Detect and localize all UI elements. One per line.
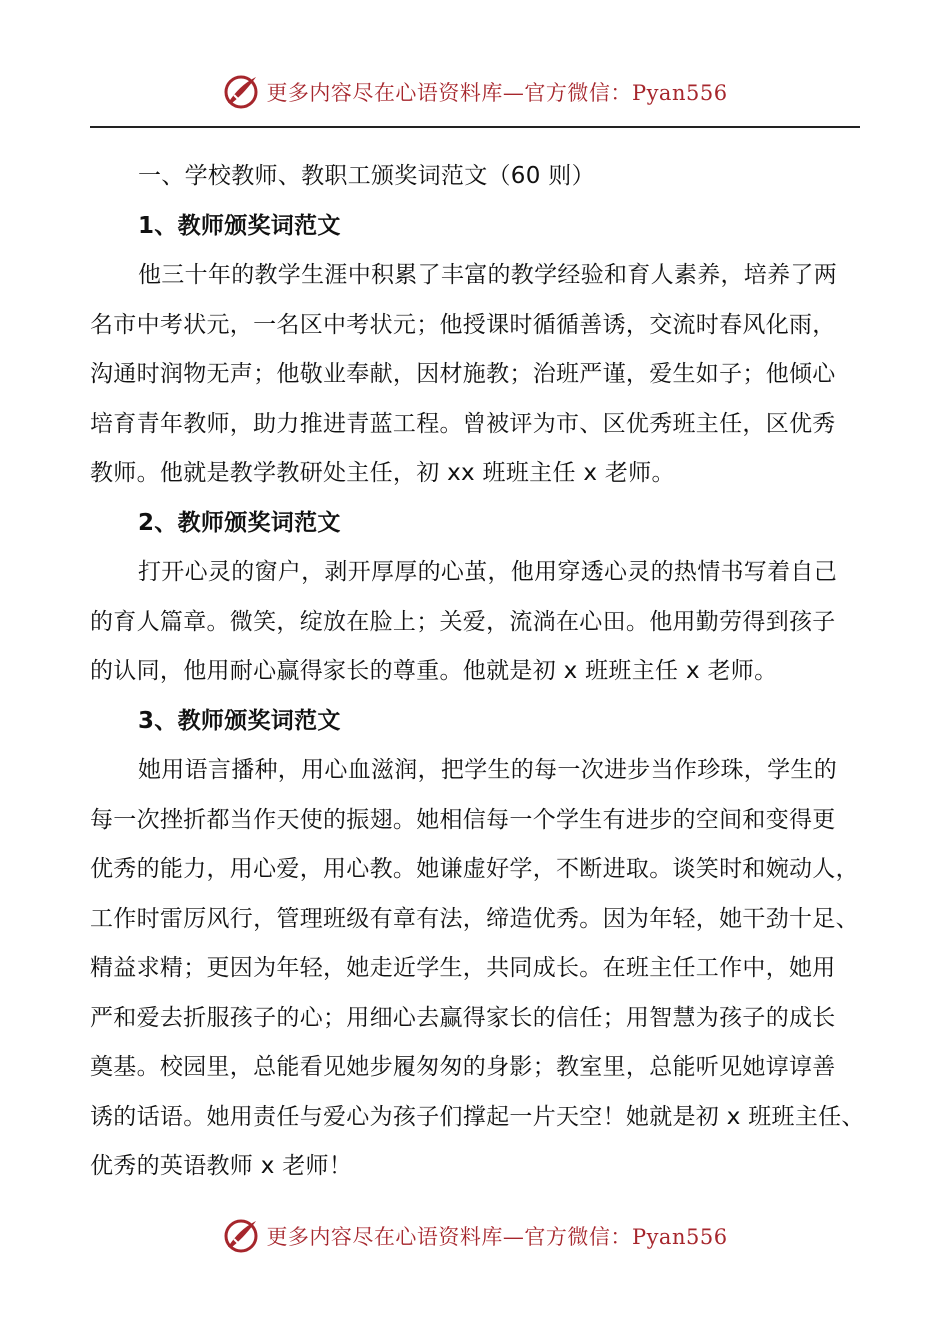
paragraph-line: 的育人篇章。微笑，绽放在脸上；关爱，流淌在心田。他用勤劳得到孩子 bbox=[90, 608, 836, 635]
paragraph-line: 培育青年教师，助力推进青蓝工程。曾被评为市、区优秀班主任，区优秀 bbox=[90, 410, 836, 437]
paragraph-line: 严和爱去折服孩子的心；用细心去赢得家长的信任；用智慧为孩子的成长 bbox=[90, 1004, 836, 1031]
document-body bbox=[90, 152, 865, 1192]
footer-banner bbox=[0, 1214, 950, 1258]
paragraph-line: 诱的话语。她用责任与爱心为孩子们撑起一片天空！她就是初 x 班班主任、 bbox=[90, 1103, 865, 1130]
header-banner bbox=[0, 70, 950, 114]
item-heading: 3、教师颁奖词范文 bbox=[138, 707, 341, 734]
paragraph-line: 奠基。校园里，总能看见她步履匆匆的身影；教室里，总能听见她谆谆善 bbox=[90, 1054, 836, 1080]
wechat-id: Pyan556 bbox=[631, 1225, 728, 1249]
paragraph-line: 教师。他就是教学教研处主任，初 xx 班班主任 x 老师。 bbox=[90, 460, 675, 486]
paragraph-line: 名市中考状元，一名区中考状元；他授课时循循善诱，交流时春风化雨， bbox=[90, 311, 836, 338]
paragraph-line: 优秀的英语教师 x 老师！ bbox=[90, 1153, 353, 1179]
wechat-id: Pyan556 bbox=[631, 81, 728, 105]
banner-text: 更多内容尽在心语资料库—官方微信：Pyan556 bbox=[266, 1225, 728, 1249]
paragraph-line: 沟通时润物无声；他敬业奉献，因材施教；治班严谨，爱生如子；他倾心 bbox=[90, 361, 836, 387]
item-heading: 2、教师颁奖词范文 bbox=[138, 509, 341, 536]
header-divider bbox=[90, 126, 860, 128]
paragraph-line: 他三十年的教学生涯中积累了丰富的教学经验和育人素养，培养了两 bbox=[138, 262, 837, 288]
paragraph-line: 工作时雷厉风行，管理班级有章有法，缔造优秀。因为年轻，她干劲十足、 bbox=[90, 905, 859, 932]
banner-text: 更多内容尽在心语资料库—官方微信：Pyan556 bbox=[266, 81, 728, 105]
paragraph-line: 她用语言播种，用心血滋润，把学生的每一次进步当作珍珠，学生的 bbox=[138, 757, 837, 783]
paragraph-line: 精益求精；更因为年轻，她走近学生，共同成长。在班主任工作中，她用 bbox=[90, 955, 836, 981]
paragraph-line: 优秀的能力，用心爱，用心教。她谦虚好学，不断进取。谈笑时和婉动人， bbox=[90, 856, 859, 882]
quill-logo-icon bbox=[222, 1217, 260, 1255]
quill-logo-icon bbox=[222, 73, 260, 111]
item-heading: 1、教师颁奖词范文 bbox=[138, 212, 341, 239]
section-title: 一、学校教师、教职工颁奖词范文（60 则） bbox=[138, 163, 595, 189]
paragraph-line: 打开心灵的窗户，剥开厚厚的心茧，他用穿透心灵的热情书写着自己 bbox=[138, 559, 837, 585]
paragraph-line: 每一次挫折都当作天使的振翅。她相信每一个学生有进步的空间和变得更 bbox=[90, 806, 836, 833]
paragraph-line: 的认同，他用耐心赢得家长的尊重。他就是初 x 班班主任 x 老师。 bbox=[90, 658, 778, 684]
